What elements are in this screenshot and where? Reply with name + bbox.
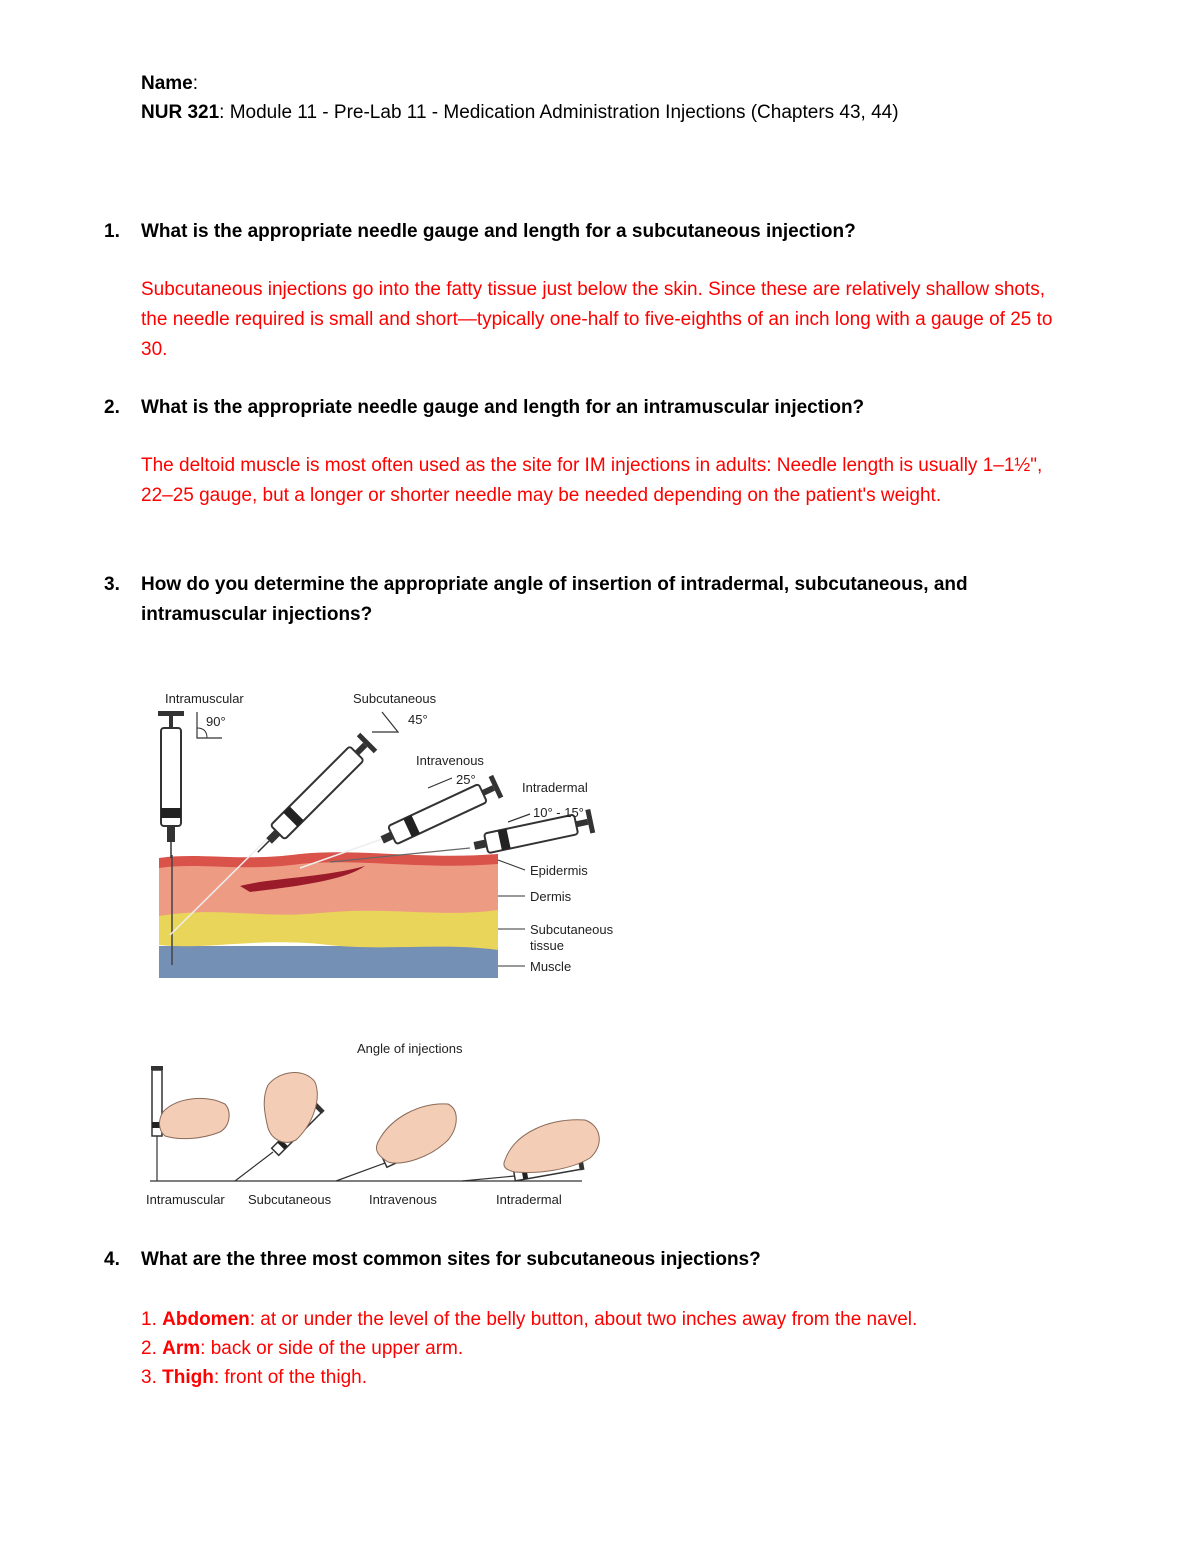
site-desc: : at or under the level of the belly button, about two inches away from the navel. <box>249 1309 918 1330</box>
course-title: : Module 11 - Pre-Lab 11 - Medication Administration Injections (Chapters 43, 44) <box>219 102 899 123</box>
subcutaneous-layer <box>159 908 498 950</box>
name-line <box>141 72 198 96</box>
site-index: 3. <box>141 1367 157 1388</box>
site-index: 2. <box>141 1338 157 1359</box>
question-1 <box>104 217 1064 247</box>
question-number: 4. <box>104 1249 120 1270</box>
site-desc: : back or side of the upper arm. <box>200 1338 464 1359</box>
course-code: NUR 321 <box>141 102 220 123</box>
name-colon: : <box>192 73 199 94</box>
muscle-layer <box>159 946 498 978</box>
injection-angles-diagram <box>140 680 640 990</box>
intramuscular-syringe <box>158 711 184 858</box>
question-number: 1. <box>104 221 120 242</box>
subcutaneous-tissue-label: Subcutaneous <box>530 922 614 937</box>
site-name: Abdomen <box>162 1309 250 1330</box>
intradermal-angle: 10° - 15° <box>533 805 584 820</box>
subcutaneous-hand-syringe <box>235 1073 325 1181</box>
angle-of-injections-diagram <box>140 1035 620 1215</box>
question-text: What are the three most common sites for subcutaneous injections? <box>141 1249 761 1270</box>
caption-intramuscular: Intramuscular <box>146 1192 225 1207</box>
subcutaneous-angle: 45° <box>408 712 428 727</box>
caption-intradermal: Intradermal <box>496 1192 562 1207</box>
site-name: Thigh <box>162 1367 214 1388</box>
question-number: 2. <box>104 397 120 418</box>
intravenous-angle: 25° <box>456 772 476 787</box>
angle-figure-title: Angle of injections <box>357 1041 463 1056</box>
name-label: Name <box>141 73 193 94</box>
intramuscular-angle: 90° <box>206 714 226 729</box>
caption-subcutaneous: Subcutaneous <box>248 1192 332 1207</box>
site-item-abdomen <box>141 1305 917 1334</box>
site-desc: : front of the thigh. <box>213 1367 367 1388</box>
question-text: What is the appropriate needle gauge and length for an intramuscular injection? <box>141 397 865 418</box>
muscle-label: Muscle <box>530 959 572 974</box>
intravenous-hand-syringe <box>336 1104 456 1181</box>
answer-2: The deltoid muscle is most often used as the site for IM injections in adults: Needle length is usually 1–1½", 22–25 gauge, but a longer or shorter needle may be needed depending on the patient's weight. <box>141 455 1043 506</box>
question-text: How do you determine the appropriate angle of insertion of intradermal, subcutaneous, and intramuscular injections? <box>141 574 968 625</box>
intradermal-label: Intradermal <box>522 780 588 795</box>
question-text: What is the appropriate needle gauge and length for a subcutaneous injection? <box>141 221 856 242</box>
question-4 <box>104 1245 1064 1275</box>
site-item-arm <box>141 1334 463 1363</box>
caption-intravenous: Intravenous <box>369 1192 437 1207</box>
dermis-layer <box>159 860 498 916</box>
site-index: 1. <box>141 1309 157 1330</box>
subcutaneous-label: Subcutaneous <box>353 691 437 706</box>
dermis-label: Dermis <box>530 889 572 904</box>
course-line <box>141 101 899 125</box>
question-3 <box>104 570 1044 630</box>
question-2 <box>104 393 1064 423</box>
intramuscular-hand-syringe <box>151 1066 229 1181</box>
subcutaneous-syringe <box>249 733 377 861</box>
intramuscular-label: Intramuscular <box>165 691 244 706</box>
site-name: Arm <box>162 1338 201 1359</box>
subcutaneous-tissue-label-2: tissue <box>530 938 564 953</box>
site-item-thigh <box>141 1363 367 1392</box>
question-number: 3. <box>104 574 120 595</box>
intradermal-hand-syringe <box>462 1120 599 1182</box>
epidermis-label: Epidermis <box>530 863 588 878</box>
answer-1: Subcutaneous injections go into the fatty tissue just below the skin. Since these are relatively shallow shots, the needle required is small and short—typically one-half to five-eighths of an inch long with a gauge of 25 to 30. <box>141 279 1053 360</box>
intravenous-label: Intravenous <box>416 753 484 768</box>
